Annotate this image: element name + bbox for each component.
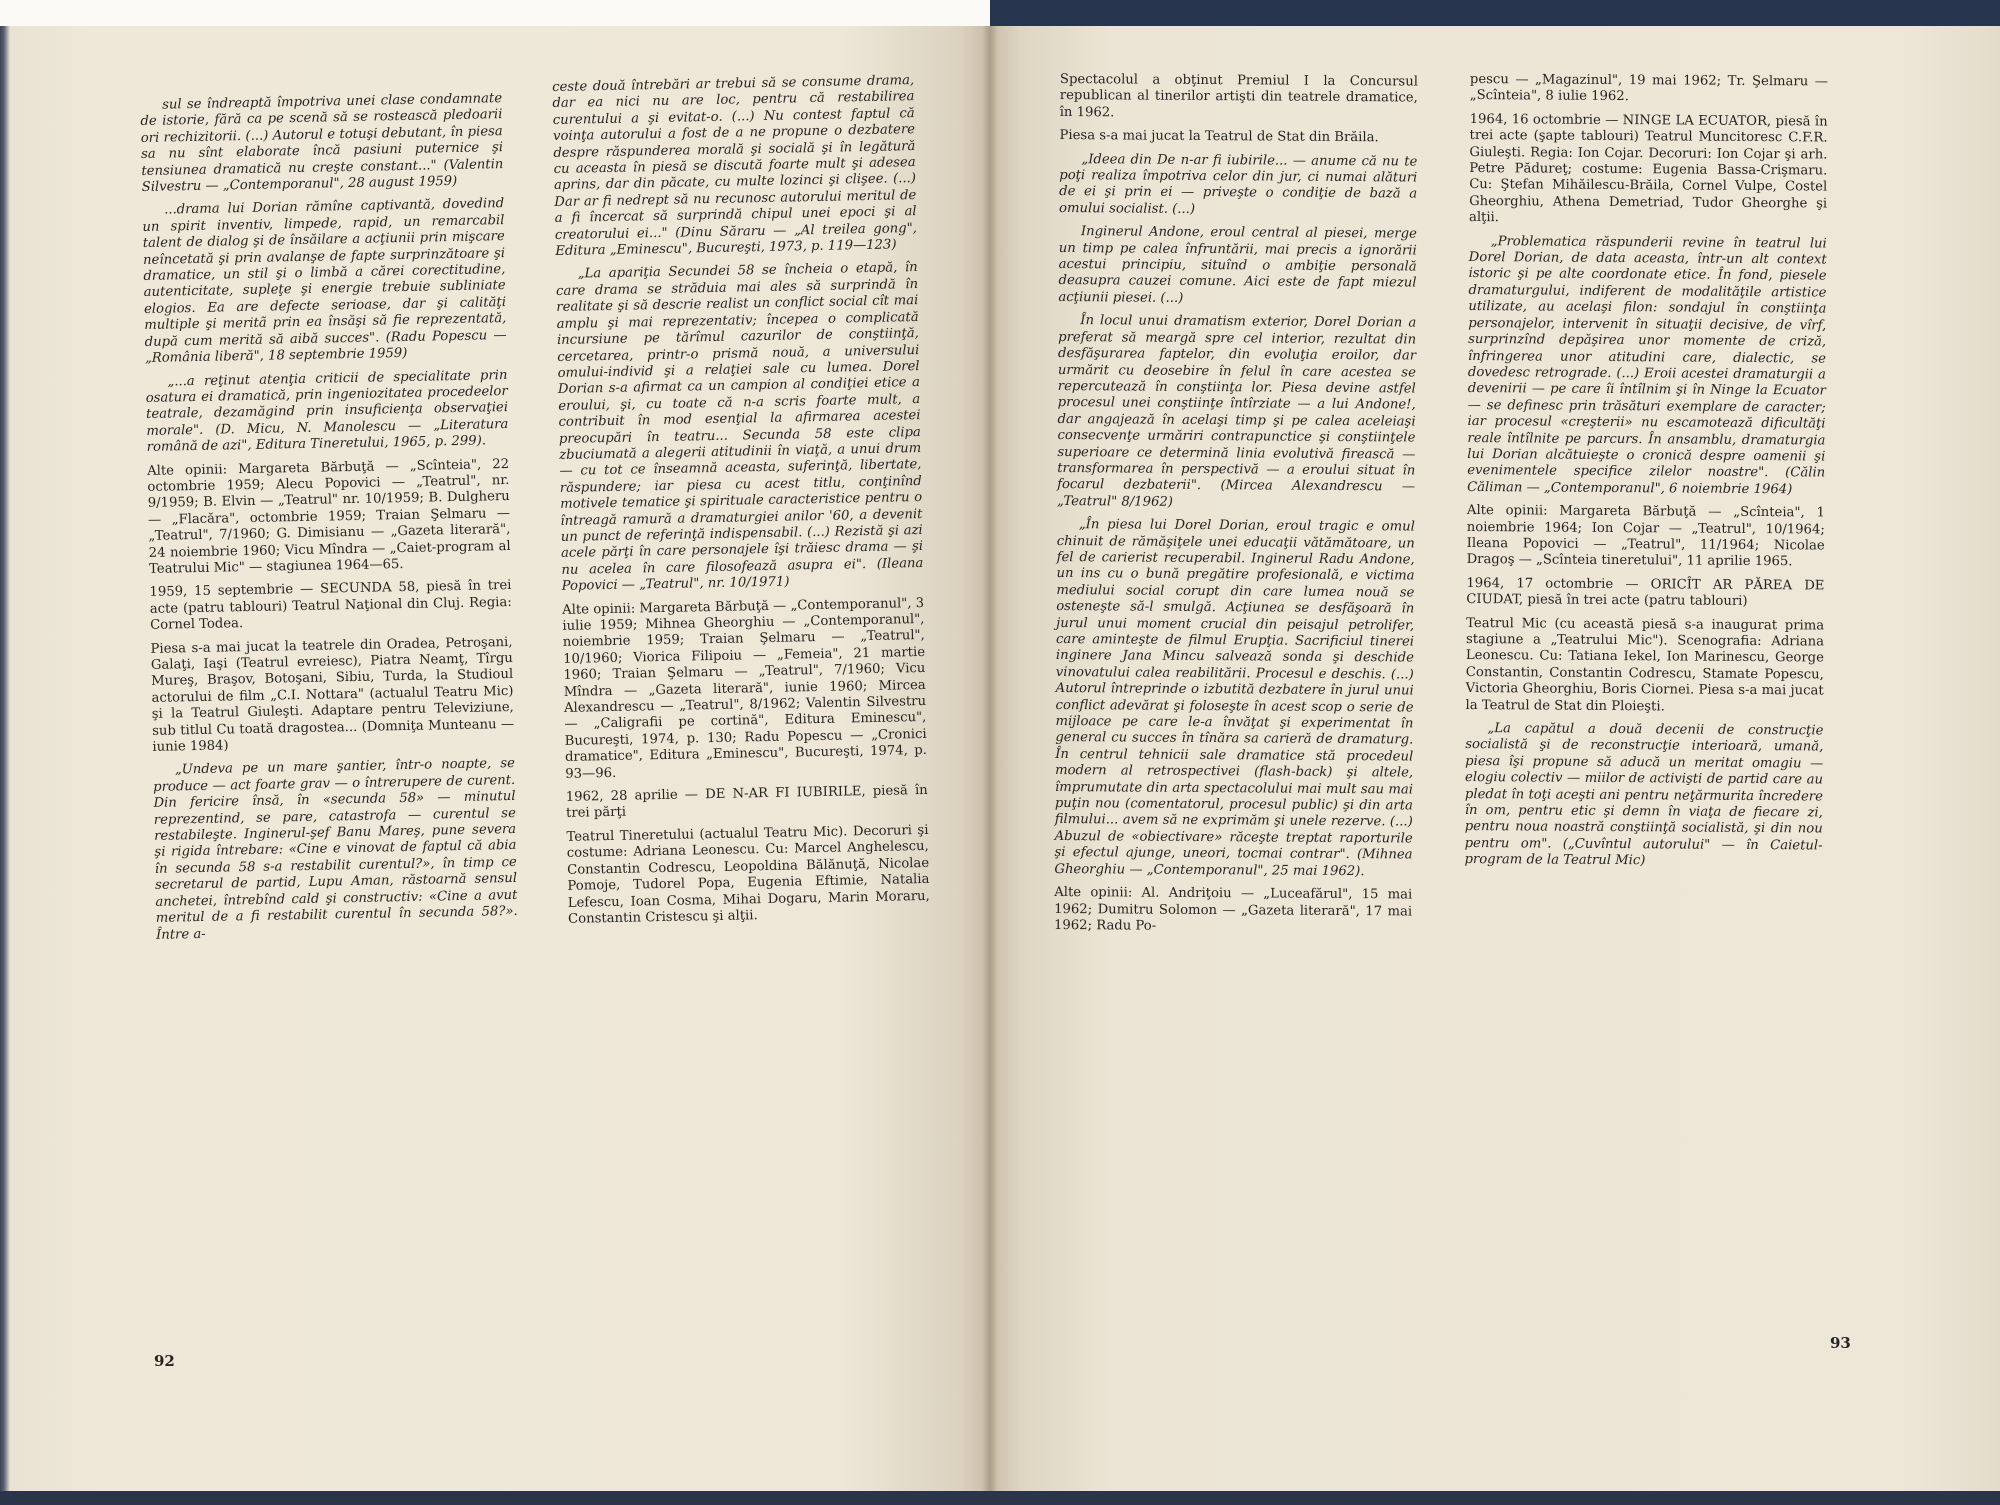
paragraph: Teatrul Tineretului (actualul Teatru Mic). Decoruri şi costume: Adriana Leonescu. Cu: Marcel Anghelescu, Constantin Codrescu, Leopoldina Bălănuţă, Nicolae Pomoje, Tudorel Popa, Eugenia Eftimie, Natalia Lefescu, Ioan Cosma, Mihai Dogaru, Marin Moraru, Constantin Cristescu şi alţii.: [566, 822, 930, 927]
paragraph: „La capătul a două decenii de construcţie socialistă şi de reconstrucţie interioară, umană, piesa îşi propune să aducă un meritat omagiu — elogiu colectiv — miilor de activişti de partid care au pledat în toţi aceşti ani pentru neţărmurita încredere în om, pentru etic şi demn în viaţa de fiecare zi, pentru noua noastră conştiinţă socialistă, şi din nou pentru om". („Cuvîntul autorului" — în Caietul-program de la Teatrul Mic): [1464, 721, 1824, 869]
right-page-column-1: [1054, 72, 1418, 944]
paragraph: ceste două întrebări ar trebui să se consume drama, dar ea nici nu are loc, pentru că restabilirea curentului a şi evitat-o. (...) Nu contest faptul că voinţa autorului a fost de a ne propune o dezbatere despre răspunderea morală şi socială şi în legătură cu aceasta în piesă se discută foarte mult şi adesea aprins, dar din păcate, cu multe lozinci şi clişee. (...) Dar ar fi nedrept să nu recunosc autorului meritul de a fi încercat să surprindă chipul unei epoci şi al creatorului ei..." (Dinu Săraru — „Al treilea gong", Editura „Eminescu", Bucureşti, 1973, p. 119—123): [552, 73, 918, 260]
paragraph: 1964, 16 octombrie — NINGE LA ECUATOR, piesă în trei acte (şapte tablouri) Teatrul Muncitoresc C.F.R. Giuleşti. Regia: Ion Cojar. Decoruri: Ion Cojar şi arh. Petre Pădureţ; costume: Eugenia Bassa-Crişmaru. Cu: Ştefan Mihăilescu-Brăila, Cornel Vulpe, Costel Gheorghiu, Athena Demetriad, Tudor Gheorghe şi alţii.: [1468, 111, 1828, 226]
right-page-column-2: [1464, 72, 1828, 878]
paragraph: ...drama lui Dorian rămîne captivantă, dovedind un spirit inventiv, limpede, rapid, un remarcabil talent de dialog şi de însăilare a acţiunii prin mişcare neîncetată şi prin avalanşe de fapte surprinzătoare şi dramatice, un stil şi o limbă a cărei corectitudine, autenticitate, supleţe şi energie trebuie subliniate elogios. Ea are defecte serioase, dar şi calităţi multiple şi meritã prin ea însăşi să fie reprezentată, după cum merită să aibă succes". (Radu Popescu — „România liberă", 18 septembrie 1959): [142, 196, 507, 367]
left-page-column-1: [140, 91, 518, 951]
paragraph: „Ideea din De n-ar fi iubirile... — anume că nu te poţi realiza împotriva celor din jur, ci numai alături de ei şi prin ei — priveşte o condiţie de bază a omului socialist. (...): [1058, 151, 1418, 217]
paragraph: Alte opinii: Margareta Bărbuţă — „Contemporanul", 3 iulie 1959; Mihnea Gheorghiu — „Contemporanul", noiembrie 1959; Traian Şelmaru — „Teatrul", 10/1960; Viorica Filipoiu — „Femeia", 21 martie 1960; Traian Şelmaru — „Teatrul", 7/1960; Vicu Mîndra — „Gazeta literară", iunie 1960; Mircea Alexandrescu — „Teatrul", 8/1962; Valentin Silvestru — „Caligrafii pe cortină", Editura Eminescu", Bucureşti, 1974, p. 130; Radu Popescu — „Cronici dramatice", Editura „Eminescu", Bucureşti, 1974, p. 93—96.: [562, 595, 928, 782]
left-page-column-2: [552, 73, 930, 935]
paragraph: Alte opinii: Al. Andriţoiu — „Luceafărul", 15 mai 1962; Dumitru Solomon — „Gazeta literară", 17 mai 1962; Radu Po-: [1053, 885, 1413, 934]
bottom-cover-edge: [0, 1491, 2000, 1505]
paragraph: Teatrul Mic (cu această piesă s-a inaugurat prima stagiune a „Teatrului Mic"). Scenografia: Adriana Leonescu. Cu: Tatiana Iekel, Ion Marinescu, George Constantin, Constantin Codrescu, Stamate Popescu, Victoria Gheorghiu, Boris Ciornei. Piesa s-a mai jucat la Teatrul de Stat din Ploieşti.: [1465, 615, 1825, 715]
left-cover-edge: [0, 26, 10, 1505]
paragraph: În locul unui dramatism exterior, Dorel Dorian a preferat să meargă spre cel interior, rezultat din desfăşurarea faptelor, din evoluţia eroilor, dar urmărit cu deosebire în felul în care acestea se repercutează în conştiinţa lor. Piesa devine astfel procesul unei conştiinţe întîrziate — a lui Andone!, dar angajează în acelaşi timp şi pe calea aceleiaşi consecvenţe urmăriri contrapunctice şi conştiinţele superioare ce determină linia evolutivă firească — transformarea în perspectivă — a eroului situat în focarul dezbaterii". (Mircea Alexandrescu — „Teatrul" 8/1962): [1056, 313, 1417, 510]
book-gutter: [982, 26, 998, 1505]
paragraph: „Undeva pe un mare şantier, într-o noapte, se produce — act foarte grav — o întrerupere de curent. Din fericire însă, în «secunda 58» — minutul reprezentind, se pare, catastrofa — curentul se restabileşte. Inginerul-şef Banu Mareş, pune severa şi rigida întrebare: «Cine e vinovat de faptul că abia în secunda 58 s-a restabilit curentul?», în timp ce secretarul de partid, Lupu Aman, răstoarnă sensul anchetei, întrebînd cald şi constructiv: «Cine a avut meritul de a fi restabilit curentul în secunda 58?». Între a-: [153, 756, 518, 943]
paragraph: Inginerul Andone, eroul central al piesei, merge un timp pe calea înfruntării, mai precis a ignorării acestui principiu, situînd o ambiţie personală deasupra cauzei comune. Aici este de fapt miezul acţiunii piesei. (...): [1058, 224, 1417, 306]
page-number-left: 92: [154, 1352, 175, 1370]
page-number-right: 93: [1830, 1334, 1851, 1352]
paragraph: Piesa s-a mai jucat la Teatrul de Stat din Brăila.: [1059, 128, 1379, 146]
paragraph: Spectacolul a obţinut Premiul I la Concursul republican al tinerilor artişti din teatrele dramatice, în 1962.: [1059, 72, 1418, 121]
paragraph: sul se îndreaptă împotriva unei clase condamnate de istorie, fără ca pe scenă să se rostească pledoarii ori rechizitorii. (...) Autorul e totuşi debutant, în piesa sa nu sînt elaborate încă pasiuni puternice şi tensiunea dramatică nu creşte constant..." (Valentin Silvestru — „Contemporanul", 28 august 1959): [140, 91, 504, 196]
paragraph: „În piesa lui Dorel Dorian, eroul tragic e omul chinuit de rămăşiţele unei educaţii vătămătoare, un fel de carierist recuperabil. Inginerul Radu Andone, un ins cu o bună pregătire profesională, e victima mediului social corupt din care lumea nouă se osteneşte să-l smulgă. Acţiunea se desfăşoară în jurul unui moment crucial din peisajul petrolifer, care aminteşte de filmul Erupţia. Sacrificiul tinerei inginere Jana Mincu salvează sonda şi deschide vinovatului calea reabilitării. Procesul e deschis. (...) Autorul întreprinde o izbutită dezbatere în jurul unui conflict adevărat şi foloseşte în acest scop o serie de mijloace pe care le-a învăţat şi experimentat în general cu succes în tînăra sa carieră de dramaturg. În centrul tehnicii sale dramatice stă procedeul modern al retrospectivei (flash-back) şi altele, împrumutate din arta spectacolului mai mult sau mai puţin nou (comentatorul, procesul public) şi din arta filmului... avem să ne exprimăm şi unele rezerve. (...) Abuzul de «obiectivare» răceşte treptat raporturile şi efectul ajunge, uneori, tocmai contrar". (Mihnea Gheorghiu — „Contemporanul", 25 mai 1962).: [1054, 517, 1415, 879]
paragraph: „Problematica răspunderii revine în teatrul lui Dorel Dorian, de data aceasta, într-un alt context istoric şi pe alte coordonate etice. În fond, piesele dramaturgului, indiferent de modalităţile artistice utilizate, au acelaşi filon: sondajul în conştiinţa personajelor, intervenit în situaţii decisive, de vîrf, surprinzînd depăşirea unor momente de criză, înfringerea unor atitudini care, dialectic, se dovedesc retrograde. (...) Eroii acestei dramaturgii a devenirii — pe care îi întîlnim şi în Ninge la Ecuator — se definesc prin trăsături exemplare de caracter; iar procesul «creşterii» nu escamotează dificultăţi reale întîlnite pe parcurs. În ansamblu, dramaturgia lui Dorian alcătuieşte o cronică despre oamenii şi evenimentele specifice zilelor noastre". (Călin Căliman — „Contemporanul", 6 noiembrie 1964): [1467, 233, 1827, 498]
paragraph: Alte opinii: Margareta Bărbuţă — „Scînteia", 22 octombrie 1959; Alecu Popovici — „Teatrul", nr. 9/1959; B. Elvin — „Teatrul" nr. 10/1959; B. Dulgheru — „Flacăra", octombrie 1959; Traian Şelmaru — „Teatrul", 7/1960; G. Dimisianu — „Gazeta literară", 24 noiembrie 1960; Vicu Mîndra — „Caiet-program al Teatrului Mic" — stagiunea 1964—65.: [147, 456, 511, 577]
paragraph: 1962, 28 aprilie — DE N-AR FI IUBIRILE, piesă în trei părţi: [565, 782, 928, 822]
paragraph: „...a reţinut atenţia criticii de specialitate prin osatura ei dramatică, prin ingeniozitatea procedeelor teatrale, dezamăgind prin insuficienţa observaţiei morale". (D. Micu, N. Manolescu — „Literatura română de azi", Editura Tineretului, 1965, p. 299).: [145, 367, 509, 456]
paragraph: „La apariţia Secundei 58 se încheia o etapă, în care drama se străduia mai ales să surprindă în realitate şi să descrie realist un conflict social cît mai amplu şi mai reprezentativ; începea o complicată incursiune pe tărîmul cazurilor de conştiinţă, cercetarea, printr-o prismă nouă, a universului omului-individ şi a relaţiei sale cu lumea. Dorel Dorian s-a afirmat ca un campion al condiţiei etice a eroului, şi, cu toate că n-a scris foarte mult, a contribuit în mod esenţial la afirmarea acestei preocupări în teatru... Secunda 58 este clipa zbuciumată a alegerii atitudinii în viaţă, a unui drum — cu tot ce înseamnă aceasta, suferinţă, libertate, răspundere; iar piesa cu acest titlu, conţinînd motivele tematice şi spirituale caracteristice pentru o întreagă ramură a dramaturgiei anilor '60, a devenit un punct de referinţă indispensabil. (...) Rezistă şi azi acele părţi în care personajele îşi trăiesc drama — şi nu acelea în care filosofează asupra ei". (Ileana Popovici — „Teatrul", nr. 10/1971): [555, 260, 924, 595]
paragraph: Piesa s-a mai jucat la teatrele din Oradea, Petroşani, Galaţi, Iaşi (Teatrul evreiesc), Piatra Neamţ, Tîrgu Mureş, Braşov, Botoşani, Sibiu, Turda, la Studioul actorului de film „C.I. Nottara" (actualul Teatru Mic) şi la Teatrul Giuleşti. Adaptare pentru Televiziune, sub titlul Cu toată dragostea... (Domniţa Munteanu — iunie 1984): [150, 634, 515, 755]
paragraph: 1964, 17 octombrie — ORICÎT AR PĂREA DE CIUDAT, piesă în trei acte (patru tablouri): [1466, 575, 1825, 610]
paragraph: pescu — „Magazinul", 19 mai 1962; Tr. Şelmaru — „Scînteia", 8 iulie 1962.: [1469, 72, 1828, 105]
paragraph: Alte opinii: Margareta Bărbuţă — „Scînteia", 1 noiembrie 1964; Ion Cojar — „Teatrul", 10/1964; Ileana Popovici — „Teatrul", 11/1964; Nicolae Dragoş — „Scînteia tineretului", 11 aprilie 1965.: [1466, 503, 1825, 570]
paragraph: 1959, 15 septembrie — SECUNDA 58, piesă în trei acte (patru tablouri) Teatrul Naţional din Cluj. Regia: Cornel Todea.: [149, 578, 512, 634]
